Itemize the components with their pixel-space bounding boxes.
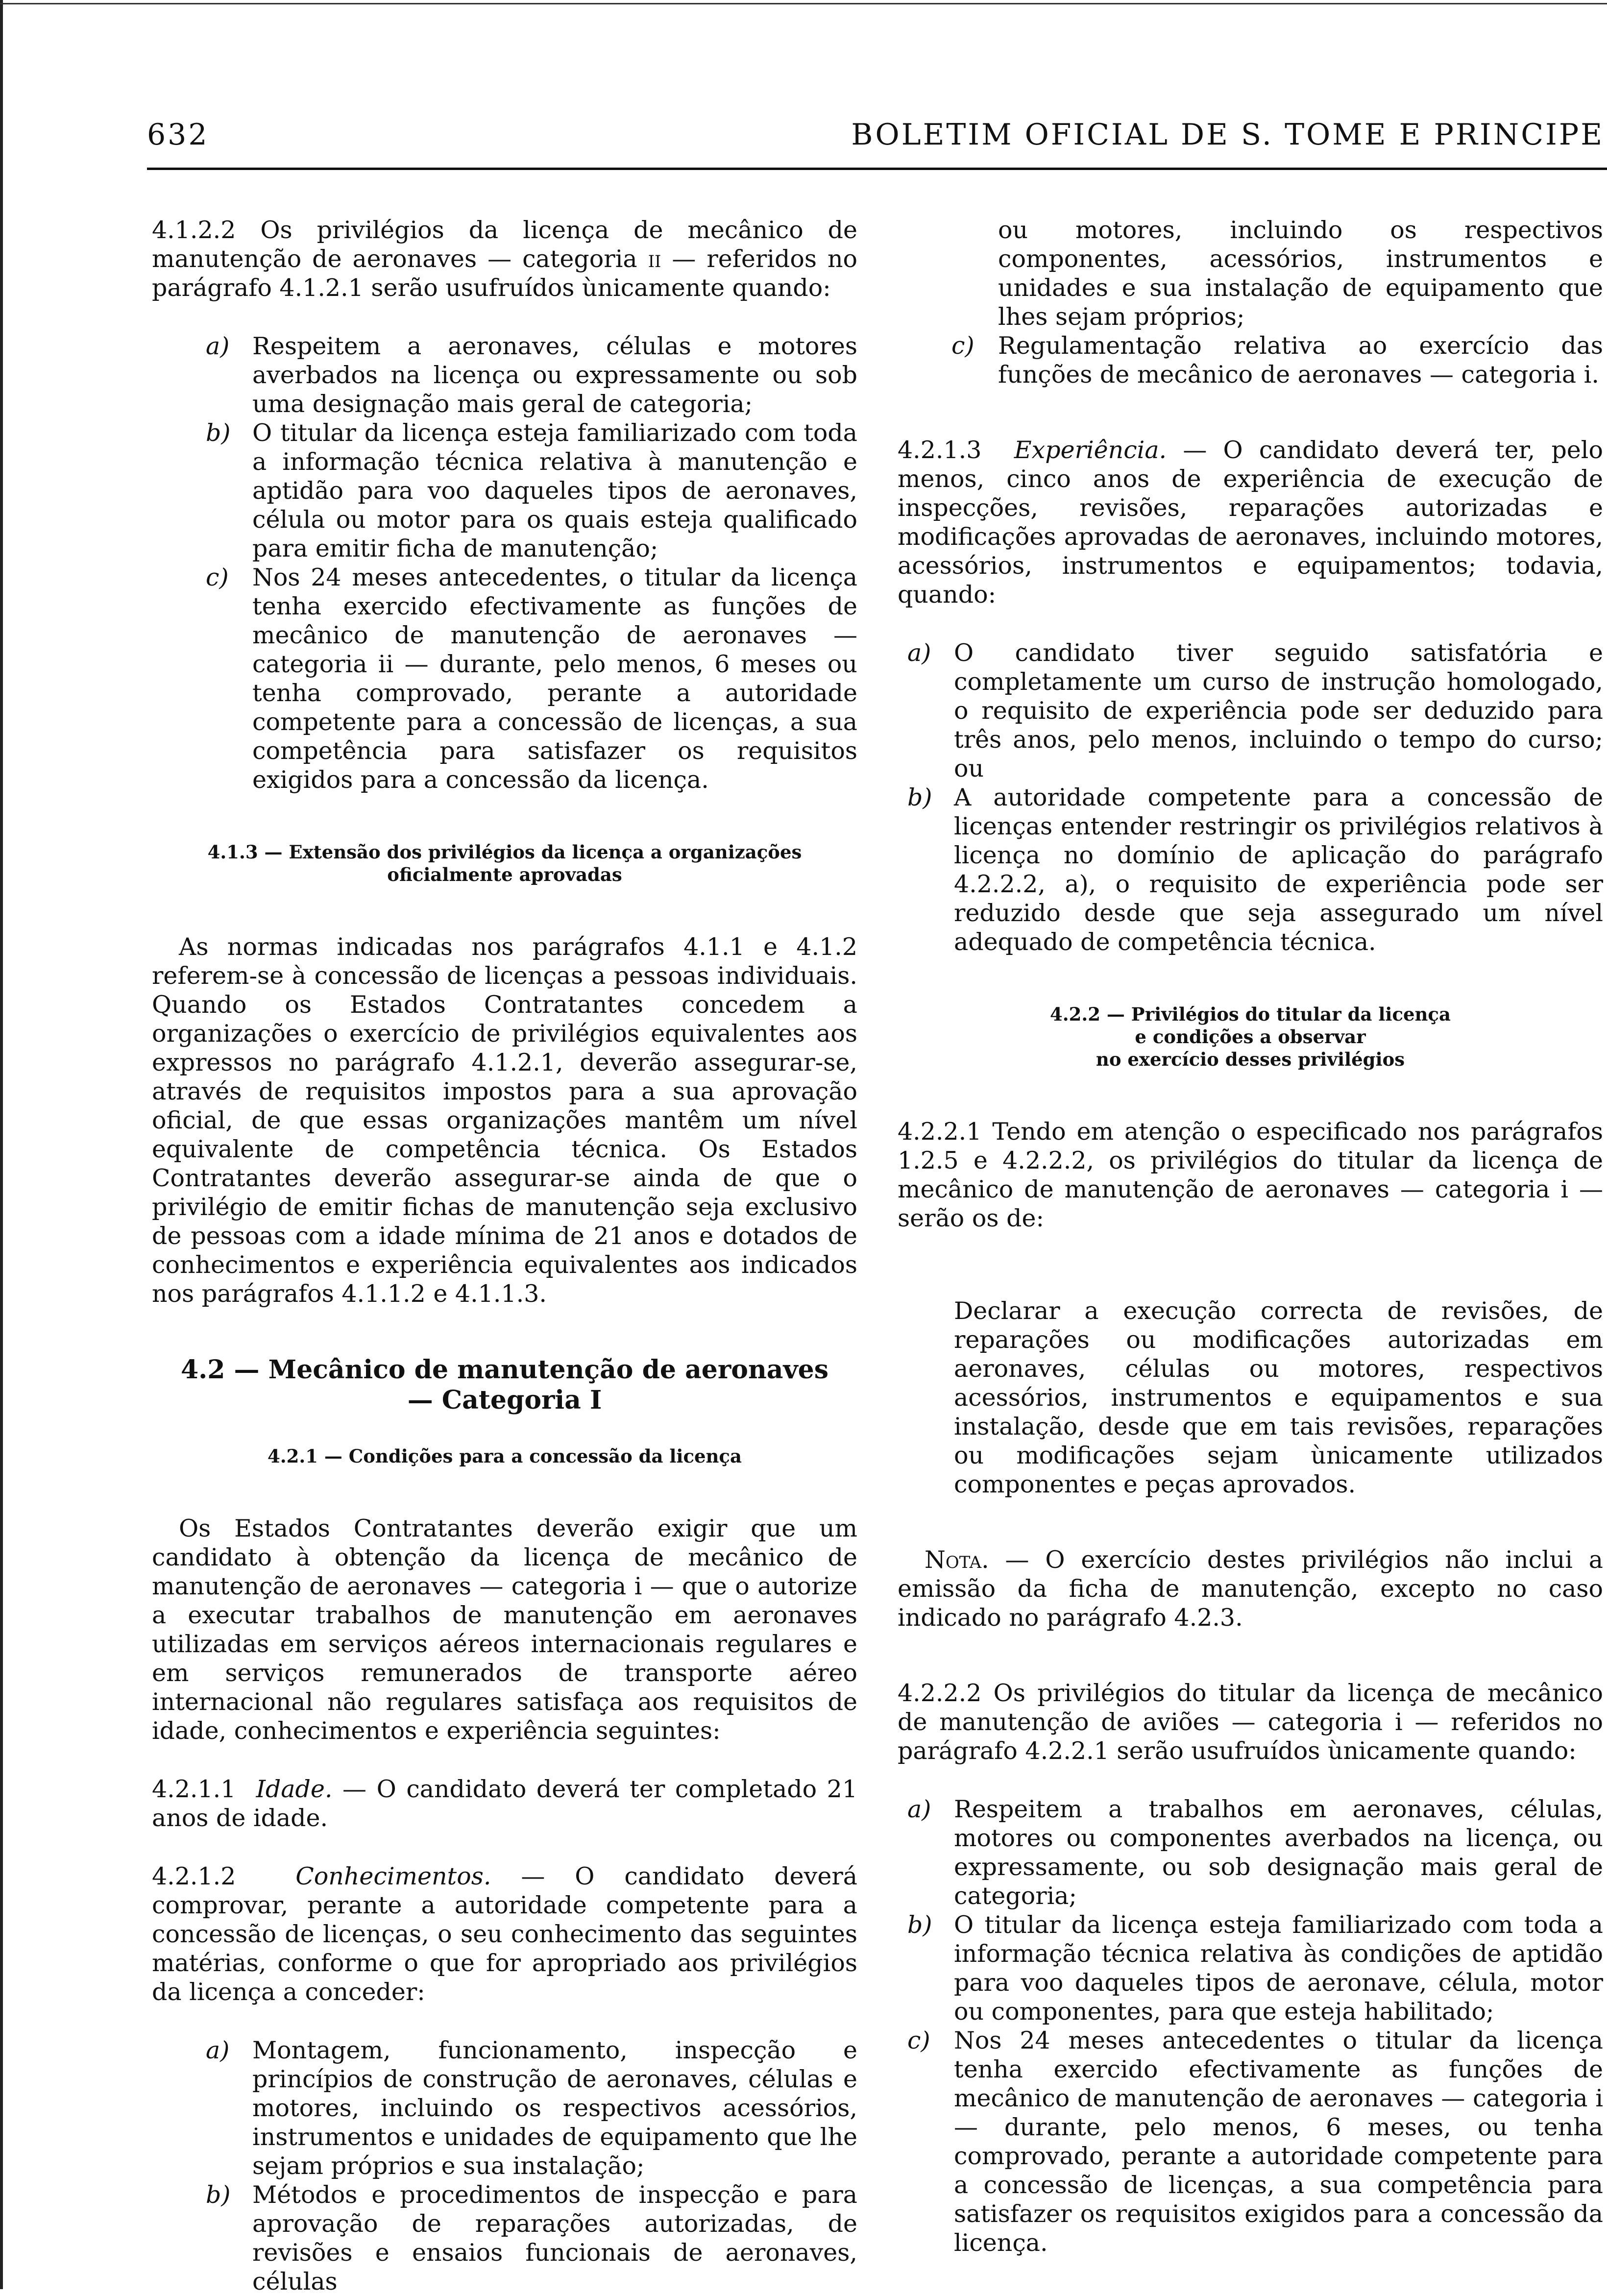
list-item bbox=[206, 563, 857, 794]
list-item-text: Regulamentação relativa ao exercício das funções de mecânico de aeronaves — categoria i. bbox=[998, 332, 1603, 389]
paragraph-text: — O candidato deverá ter, pelo menos, cinco anos de experiência de execução de inspecções, revisões, reparações autorizadas e modificações aprovadas de aeronaves, incluindo motores, acessórios, instrumentos e equipamentos; todavia, quando: bbox=[898, 436, 1603, 609]
list-item bbox=[907, 783, 1603, 956]
paragraph-text: — referidos no parágrafo 4.1.2.1 serão usufruídos ùnicamente quando: bbox=[152, 245, 857, 302]
page-header bbox=[147, 118, 1607, 162]
page-number: 632 bbox=[147, 118, 209, 152]
paragraph-4-2-1-3 bbox=[898, 436, 1603, 609]
paragraph-label: Experiência. bbox=[1014, 436, 1167, 464]
list-item bbox=[907, 638, 1603, 783]
note bbox=[898, 1545, 1603, 1632]
list-4-2-1-2 bbox=[152, 2036, 857, 2296]
right-column bbox=[898, 216, 1603, 2257]
paragraph-4-2-2-2: 4.2.2.2 Os privilégios do titular da licença de mecânico de manutenção de aviões — categoria i — referidos no parágrafo 4.2.2.1 serão usufruídos ùnicamente quando: bbox=[898, 1679, 1603, 1765]
list-marker: c) bbox=[951, 332, 974, 360]
list-marker: c) bbox=[907, 2027, 930, 2054]
list-item-text: Respeitem a trabalhos em aeronaves, células, motores ou componentes averbados na licença, ou expressamente, ou sob designação mais geral de categoria; bbox=[954, 1795, 1603, 1910]
list-item-text: Nos 24 meses antecedentes, o titular da licença tenha exercido efectivamente as funções de mecânico de manutenção de aeronaves — categoria ii — durante, pelo menos, 6 meses ou tenha comprovado, perante a autoridade competente para a concessão de licenças, a sua competência para satisfazer os requisitos exigidos para a concessão da licença. bbox=[252, 563, 857, 794]
paragraph-text: 4.1.2.2 Os privilégios da licença de mecânico de manutenção de aeronaves — categoria bbox=[152, 216, 857, 273]
list-item-text: Nos 24 meses antecedentes o titular da licença tenha exercido efectivamente as funções de mecânico de manutenção de aeronaves — categoria i — durante, pelo menos, 6 meses, ou tenha comprovado, perante a autoridade competente para a concessão de licenças, a sua competência para satisfazer os requisitos exigidos para a concessão da licença. bbox=[954, 2027, 1603, 2257]
paragraph-4-2-1: Os Estados Contratantes deverão exigir que um candidato à obtenção da licença de mecânico de manutenção de aeronaves — categoria i — que o autorize a executar trabalhos de manutenção em aeronaves utilizadas em serviços aéreos internacionais regulares e em serviços remunerados de transporte aéreo internacional não regulares satisfaça aos requisitos de idade, conhecimentos e experiência seguintes: bbox=[152, 1514, 857, 1745]
list-marker: a) bbox=[907, 1795, 931, 1823]
list-4-1-2-2 bbox=[152, 332, 857, 794]
list-item-text: A autoridade competente para a concessão de licenças entender restringir os privilégios relativos à licença no domínio de aplicação do parágrafo 4.2.2.2, a), o requisito de experiência pode ser reduzido desde que seja assegurado um nível adequado de competência técnica. bbox=[954, 783, 1603, 956]
section-heading-line: no exercício desses privilégios bbox=[1096, 1049, 1405, 1070]
paragraph-4-1-2-2 bbox=[152, 216, 857, 302]
paragraph-number: 4.2.1.3 bbox=[898, 436, 982, 464]
list-item-text: Montagem, funcionamento, inspecção e princípios de construção de aeronaves, células e motores, incluindo os respectivos acessórios, instrumentos e unidades de equipamento que lhe sejam próprios e sua instalação; bbox=[252, 2036, 857, 2180]
list-marker: a) bbox=[206, 2036, 230, 2064]
category-roman: ii bbox=[648, 245, 661, 273]
scan-left-border bbox=[0, 0, 3, 2289]
scan-top-border bbox=[0, 3, 1607, 4]
paragraph-4-2-1-1 bbox=[152, 1775, 857, 1832]
paragraph-4-1-3: As normas indicadas nos parágrafos 4.1.1 e 4.1.2 referem-se à concessão de licenças a pessoas individuais. Quando os Estados Contratantes concedem a organizações o exercício de privilégios equivalentes aos expressos no parágrafo 4.1.2.1, deverão assegurar-se, através de requisitos impostos para a sua aprovação oficial, de que essas organizações mantêm um nível equivalente de competência técnica. Os Estados Contratantes deverão assegurar-se ainda de que o privilégio de emitir fichas de manutenção seja exclusivo de pessoas com a idade mínima de 21 anos e dotados de conhecimentos e experiência equivalentes aos indicados nos parágrafos 4.1.1.2 e 4.1.1.3. bbox=[152, 933, 857, 1308]
privileges-statement: Declarar a execução correcta de revisões, de reparações ou modificações autorizadas em aeronaves, células ou motores, respectivos acessórios, instrumentos e equipamentos e sua instalação, desde que em tais revisões, reparações ou modificações sejam ùnicamente utilizados componentes e peças aprovados. bbox=[954, 1297, 1603, 1498]
list-item bbox=[206, 2180, 857, 2296]
list-4-2-1-3 bbox=[898, 638, 1603, 956]
list-item-text: O titular da licença esteja familiarizado com toda a informação técnica relativa às condições de aptidão para voo daqueles tipos de aeronave, célula, motor ou componentes, para que esteja habilitado; bbox=[954, 1911, 1603, 2026]
section-heading-line: 4.2.2 — Privilégios do titular da licença bbox=[1050, 1003, 1451, 1025]
paragraph-4-2-1-2 bbox=[152, 1862, 857, 2006]
left-column bbox=[152, 216, 857, 2296]
list-item bbox=[907, 1910, 1603, 2026]
note-text: — O exercício destes privilégios não inclui a emissão da ficha de manutenção, excepto no caso indicado no parágrafo 4.2.3. bbox=[898, 1546, 1603, 1632]
list-4-2-2-2 bbox=[898, 1795, 1603, 2257]
paragraph-text: — O candidato deverá ter completado 21 anos de idade. bbox=[152, 1775, 857, 1832]
list-item bbox=[206, 332, 857, 418]
list-item bbox=[206, 418, 857, 563]
section-heading-line: e condições a observar bbox=[1135, 1026, 1366, 1048]
list-item-continuation: ou motores, incluindo os respectivos componentes, acessórios, instrumentos e unidades e sua instalação de equipamento que lhes sejam próprios; bbox=[998, 216, 1603, 331]
note-label: Nota. bbox=[925, 1546, 989, 1574]
heading-4-2-1: 4.2.1 — Condições para a concessão da licença bbox=[268, 1445, 742, 1467]
section-heading-line: — Categoria I bbox=[407, 1385, 602, 1415]
list-item-text: O candidato tiver seguido satisfatória e completamente um curso de instrução homologado, o requisito de experiência pode ser deduzido para três anos, pelo menos, incluindo o tempo do curso; ou bbox=[954, 639, 1603, 782]
list-item-text: O titular da licença esteja familiarizado com toda a informação técnica relativa à manutenção e aptidão para voo daqueles tipos de aeronaves, célula ou motor para os quais esteja qualificado para emitir ficha de manutenção; bbox=[252, 419, 857, 562]
paragraph-number: 4.2.1.2 bbox=[152, 1862, 236, 1890]
list-item bbox=[206, 2036, 857, 2180]
paragraph-4-2-2-1: 4.2.2.1 Tendo em atenção o especificado nos parágrafos 1.2.5 e 4.2.2.2, os privilégios do titular da licença de mecânico de manutenção de aeronaves — categoria i — serão os de: bbox=[898, 1118, 1603, 1232]
list-item bbox=[951, 331, 1603, 389]
paragraph-label: Conhecimentos. bbox=[295, 1862, 491, 1890]
heading-4-1-3 bbox=[152, 841, 857, 886]
heading-4-2 bbox=[152, 1355, 857, 1416]
list-marker: b) bbox=[206, 2181, 231, 2209]
list-item-text: Respeitem a aeronaves, células e motores averbados na licença ou expressamente ou sob uma designação mais geral de categoria; bbox=[252, 332, 857, 418]
section-heading-line: 4.2 — Mecânico de manutenção de aeronaves bbox=[180, 1355, 829, 1385]
list-marker: a) bbox=[206, 332, 230, 360]
publication-title: BOLETIM OFICIAL DE S. TOME E PRINCIPE bbox=[851, 118, 1604, 152]
list-item bbox=[907, 2026, 1603, 2257]
section-heading-line: oficialmente aprovadas bbox=[387, 864, 622, 885]
section-heading-line: 4.1.3 — Extensão dos privilégios da licença a organizações bbox=[207, 841, 802, 863]
paragraph-text: — O candidato deverá comprovar, perante a autoridade competente para a concessão de licenças, o seu conhecimento das seguintes matérias, conforme o que for apropriado aos privilégios da licença a conceder: bbox=[152, 1862, 857, 2006]
heading-4-2-2 bbox=[898, 1003, 1603, 1071]
list-marker: b) bbox=[907, 783, 932, 811]
header-rule bbox=[147, 168, 1607, 170]
list-marker: c) bbox=[206, 563, 229, 591]
list-marker: b) bbox=[206, 419, 231, 447]
list-marker: b) bbox=[907, 1911, 932, 1939]
paragraph-label: Idade. bbox=[256, 1775, 333, 1803]
paragraph-number: 4.2.1.1 bbox=[152, 1775, 236, 1803]
list-item-text: Métodos e procedimentos de inspecção e para aprovação de reparações autorizadas, de revisões e ensaios funcionais de aeronaves, células bbox=[252, 2181, 857, 2296]
list-marker: a) bbox=[907, 639, 931, 667]
list-item bbox=[907, 1795, 1603, 1910]
